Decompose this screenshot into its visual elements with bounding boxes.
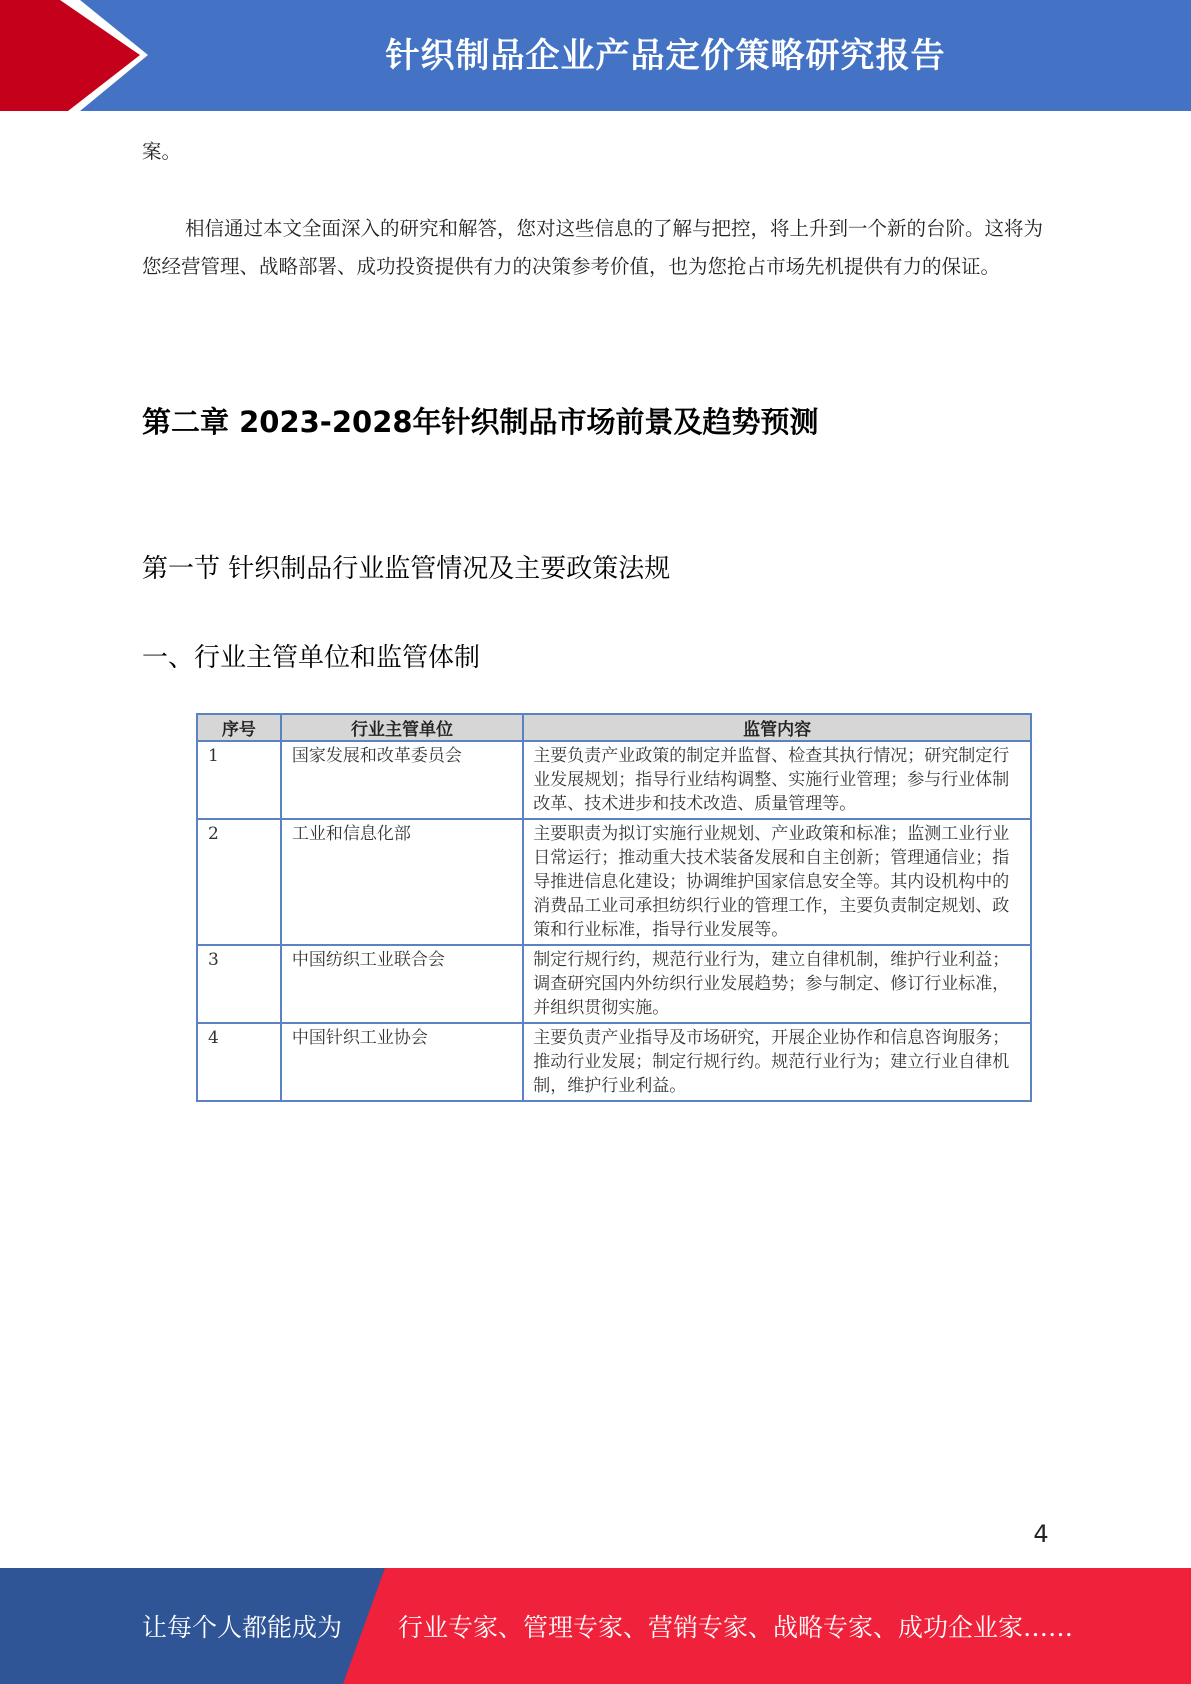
header-number: 序号 <box>197 714 281 741</box>
header-unit: 行业主管单位 <box>281 714 523 741</box>
chapter-heading: 第二章 2023-2028年针织制品市场前景及趋势预测 <box>142 405 819 439</box>
row-unit: 中国针织工业协会 <box>281 1023 523 1101</box>
subsection-heading: 一、行业主管单位和监管体制 <box>142 643 481 673</box>
table-header-row <box>197 714 1031 741</box>
section-heading: 第一节 针织制品行业监管情况及主要政策法规 <box>142 554 671 584</box>
row-content: 主要负责产业指导及市场研究，开展企业协作和信息咨询服务；推动行业发展；制定行规行约。规范行业行为；建立行业自律机制，维护行业利益。 <box>523 1023 1031 1101</box>
paragraph-continuation: 案。 <box>142 140 182 163</box>
row-number: 1 <box>197 741 281 819</box>
page-footer <box>0 1568 1191 1684</box>
header-content: 监管内容 <box>523 714 1031 741</box>
row-unit: 中国纺织工业联合会 <box>281 945 523 1023</box>
table-row <box>197 741 1031 819</box>
page-number: 4 <box>1033 1520 1049 1548</box>
table-row <box>197 1023 1031 1101</box>
row-content: 主要职责为拟订实施行业规划、产业政策和标准；监测工业行业日常运行；推动重大技术装备发展和自主创新；管理通信业；指导推进信息化建设；协调维护国家信息安全等。其内设机构中的消费品工业司承担纺织行业的管理工作，主要负责制定规划、政策和行业标准，指导行业发展等。 <box>523 819 1031 945</box>
row-number: 2 <box>197 819 281 945</box>
regulatory-bodies-table <box>196 713 1032 1102</box>
row-number: 3 <box>197 945 281 1023</box>
header-arrow-decoration <box>0 0 150 111</box>
footer-slogan-left: 让每个人都能成为 <box>142 1613 343 1642</box>
row-content: 主要负责产业政策的制定并监督、检查其执行情况；研究制定行业发展规划；指导行业结构调整、实施行业管理；参与行业体制改革、技术进步和技术改造、质量管理等。 <box>523 741 1031 819</box>
footer-slogan-right: 行业专家、管理专家、营销专家、战略专家、成功企业家…… <box>398 1613 1074 1642</box>
row-number: 4 <box>197 1023 281 1101</box>
page-header <box>0 0 1191 111</box>
paragraph-summary: 相信通过本文全面深入的研究和解答，您对这些信息的了解与把控，将上升到一个新的台阶。这将为您经营管理、战略部署、成功投资提供有力的决策参考价值，也为您抢占市场先机提供有力的保证。 <box>142 217 1044 278</box>
row-unit: 国家发展和改革委员会 <box>281 741 523 819</box>
table-row <box>197 945 1031 1023</box>
table-row <box>197 819 1031 945</box>
row-content: 制定行规行约，规范行业行为，建立自律机制，维护行业利益；调查研究国内外纺织行业发展趋势；参与制定、修订行业标准，并组织贯彻实施。 <box>523 945 1031 1023</box>
row-unit: 工业和信息化部 <box>281 819 523 945</box>
report-title: 针织制品企业产品定价策略研究报告 <box>385 35 946 76</box>
